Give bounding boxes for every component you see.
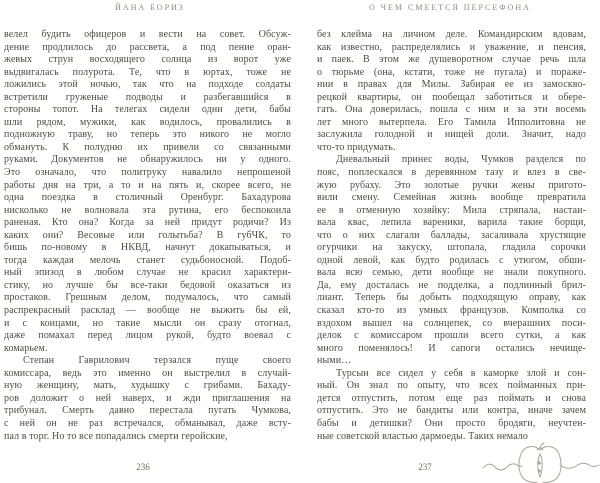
text-line: простаков. Грешным делом, подумалось, что самый xyxy=(4,292,291,304)
text-line: Да, ему досталась не подделка, а подлинный брил- xyxy=(317,279,586,291)
text-line: ров доложит о ней наверх, и жди приглашения на xyxy=(4,392,291,404)
page-number-right: 237 xyxy=(418,462,432,472)
page-number-left: 236 xyxy=(136,462,150,472)
apple-left-lobe xyxy=(519,447,540,483)
text-line: распрекрасный расклад — вообще не выжить бы ей, xyxy=(4,305,291,317)
text-line: Турсын все сидел у себя в каморке злой и сон- xyxy=(336,367,586,379)
paragraph xyxy=(317,368,586,443)
text-line: Степан Гаврилович терзался пуще своего xyxy=(23,355,291,367)
text-line: руками. Документов не обнаружилось ни у одного. xyxy=(4,154,291,166)
page-text-left xyxy=(4,29,291,443)
text-line: много поменялось! И сапоги остались нечище- xyxy=(317,342,586,354)
text-line: огурчики на закуску, штопала, гладила сорочки xyxy=(317,242,586,254)
text-line: обмануть. К полудню их привели со связанными xyxy=(4,141,291,153)
text-line: и с концами, но такие мысли он сразу отогнал, xyxy=(4,317,291,329)
text-line: подножную траву, но теперь это никого не могло xyxy=(4,129,291,141)
paragraph xyxy=(4,29,291,355)
text-line: делок с комиссаром прошли всего сутки, а как xyxy=(317,330,586,342)
text-line: работы дня на три, а то и на пять и, скорее всего, не xyxy=(4,179,291,191)
text-line: лет много вытерпела. Его Тамила Ипполитовна не xyxy=(317,116,586,128)
apple-illustration xyxy=(482,441,600,483)
text-line: о тюрьме (она, кстати, тоже не пугала) и пораже- xyxy=(317,66,586,78)
text-line: что о них слагали баллады, засаливала хрустящие xyxy=(317,229,586,241)
text-line: гать. Она доверилась, пошла с ним и за эти восемь xyxy=(317,104,586,116)
text-line: ные советской властью дармоеды. Таких немало xyxy=(317,430,528,442)
squiggle-right xyxy=(560,463,599,468)
running-header-left: ЙАНА БОРИЗ xyxy=(115,3,185,12)
text-line: заслужила голодной и нищей доли. Значит, надо xyxy=(317,129,586,141)
text-line: бабы и детишки? Они просто бродяги, неучтен- xyxy=(317,417,586,429)
text-line: стороны топот. На телегах сидели одни дети, бабы xyxy=(4,104,291,116)
text-line: как известно, распределялись и уважение, и пенсия, xyxy=(317,41,586,53)
page-text-right xyxy=(317,29,586,443)
text-line: ее в отменную хозяйку: Мила стряпала, настаи- xyxy=(317,204,586,216)
text-line: ными… xyxy=(317,355,352,367)
apple-core xyxy=(538,454,543,477)
text-line: вала квас, лепила вареники, варила такие борщи, xyxy=(317,217,586,229)
paragraph xyxy=(4,355,291,443)
text-line: дение продлилось до рассвета, а под пение оран- xyxy=(4,41,291,53)
paragraph xyxy=(317,29,586,154)
text-line: велел будить офицеров и вести на совет. Обсуж- xyxy=(4,29,291,40)
text-line: вили смену. Семейная жизнь вообще превратила xyxy=(317,192,586,204)
text-line: пояс, поплескался в деревянном тазу и влез в све- xyxy=(317,167,586,179)
text-line: ный эпизод в любом случае не красил характери- xyxy=(4,267,291,279)
apple-seed-bottom xyxy=(538,469,541,473)
text-line: без клейма на личном деле. Командирским вдовам, xyxy=(317,29,586,40)
text-line: нисколько не волновала эта рутина, его беспокоила xyxy=(4,204,291,216)
text-line: сказал кто-то из умных французов. Комполка со xyxy=(317,305,586,317)
text-line: отпустить. Это не бандиты или контра, иначе зачем xyxy=(317,405,586,417)
text-line: одна поездка в столичный Оренбург. Бахадурова xyxy=(4,192,291,204)
text-line: комиссара, ведь это именно он выстрелил в случай- xyxy=(4,367,291,379)
text-line: шли рядом, мужики, как водилось, провалились в xyxy=(4,116,291,128)
page-right xyxy=(300,0,600,483)
text-line: и паек. В этом же душеворотном случае речь шла xyxy=(317,54,586,66)
apple-seed-top xyxy=(538,461,541,465)
text-line: тогда каждая мелочь станет судьбоносной. Подоб- xyxy=(4,254,291,266)
text-line: вала всю семью, дети вообще не знали покупного. xyxy=(317,267,586,279)
text-line: даже помахал перед лицом рукой, будто воевал с xyxy=(4,330,291,342)
text-line: с ней он не раз встречался, обманывал, даже всту- xyxy=(4,417,291,429)
text-line: вздохом вышел на солнцепек, со вчерашних поси- xyxy=(317,317,586,329)
text-line: стику, но лучше бы все-таки бедовой оказаться из xyxy=(4,279,291,291)
text-line: трибунал. Смерть давно перестала пугать Чумкова, xyxy=(4,405,291,417)
text-line: ный. Он знал по опыту, что всех пойманных при- xyxy=(317,380,586,392)
text-line: рецкой квартиры, он пообещал заботиться и обере- xyxy=(317,91,586,103)
text-line: встретили груженые подводы и разбегавшийся в xyxy=(4,91,291,103)
text-line: комарьем. xyxy=(4,342,48,354)
text-line: каких они? Весовые или голытьба? В губЧК, то xyxy=(4,229,291,241)
squiggle-left xyxy=(483,464,522,470)
text-line: лиант. Теперь бы добыть подходящую оправу, как xyxy=(317,292,586,304)
text-line: жую рубаху. Это золотые ручки жены пригото- xyxy=(317,179,586,191)
text-line: раненая. Кто она? Когда за ней придут родичи? Из xyxy=(4,217,291,229)
text-line: ложились этой ночью, так что на подходе солдаты xyxy=(4,79,291,91)
text-line: ную женщину, мать, худышку с грибами. Бахаду- xyxy=(4,380,291,392)
running-header-right: О ЧЕМ СМЕЕТСЯ ПЕРСЕФОНА xyxy=(369,3,531,12)
text-line: нии в правах для Милы. Забирая ее из замоскво- xyxy=(317,79,586,91)
text-line: бишь по-новому в НКВД, начнут докапываться, и xyxy=(4,242,291,254)
text-line: Дневальный принес воды, Чумков разделся по xyxy=(336,154,586,166)
apple-right-lobe xyxy=(540,447,561,483)
text-line: Это означало, что политруку навалило непрошеной xyxy=(4,167,291,179)
text-line: выдвигалась полурота. Те, что в юртах, тоже не xyxy=(4,66,291,78)
text-line: одной левой, как будто родилась с утюгом, обши- xyxy=(317,254,586,266)
text-line: пал в торг. Но то все попадались смерти геройские, xyxy=(4,430,228,442)
paragraph xyxy=(317,154,586,367)
text-line: дется отпустить, потом еще раз поймать и снова xyxy=(317,392,586,404)
text-line: жевых струн восходящего солнца из ворот уже xyxy=(4,54,291,66)
text-line: что-то придумать. xyxy=(317,141,396,153)
